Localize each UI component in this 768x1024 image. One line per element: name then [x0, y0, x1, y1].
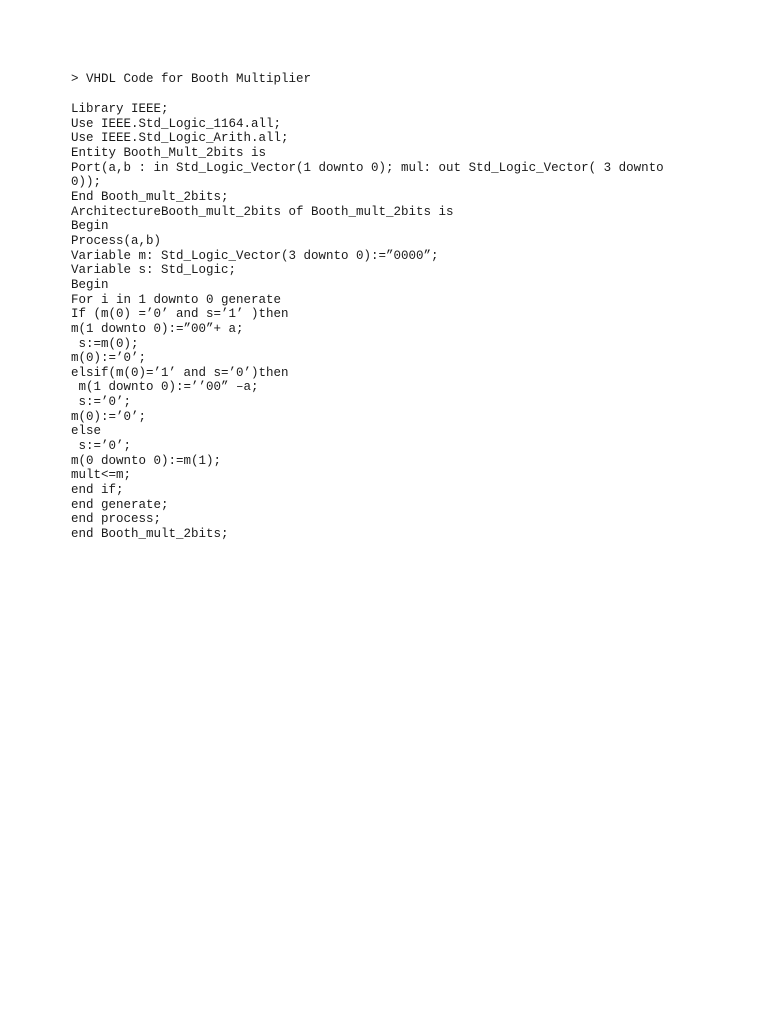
- code-line: mult<=m;: [71, 468, 132, 483]
- code-line: Use IEEE.Std_Logic_Arith.all;: [71, 131, 289, 146]
- code-listing: [71, 102, 711, 542]
- code-line: Begin: [71, 277, 109, 292]
- code-line: m(0 downto 0):=m(1);: [71, 453, 222, 468]
- code-line: Variable s: Std_Logic;: [71, 263, 237, 278]
- code-line: elsif(m(0)=’1’ and s=’0’)then: [71, 365, 289, 380]
- document-heading: > VHDL Code for Booth Multiplier: [71, 72, 312, 86]
- code-line: Library IEEE;: [71, 102, 169, 116]
- code-line: 0));: [71, 175, 102, 190]
- code-line: m(1 downto 0):=”00”+ a;: [71, 321, 244, 336]
- code-line: End Booth_mult_2bits;: [71, 189, 229, 204]
- code-line: end process;: [71, 512, 162, 527]
- code-line: m(0):=’0’;: [71, 351, 147, 366]
- code-line: Variable m: Std_Logic_Vector(3 downto 0):=”0000”;: [71, 248, 439, 263]
- code-line: m(0):=’0’;: [71, 409, 147, 424]
- code-line: s:=’0’;: [71, 439, 132, 454]
- code-line: s:=’0’;: [71, 395, 132, 410]
- code-line: else: [71, 424, 102, 439]
- code-line: Port(a,b : in Std_Logic_Vector(1 downto 0); mul: out Std_Logic_Vector( 3 downto: [71, 160, 664, 175]
- code-line: Begin: [71, 219, 109, 234]
- code-line: Process(a,b): [71, 233, 162, 248]
- code-line: ArchitectureBooth_mult_2bits of Booth_mult_2bits is: [71, 204, 454, 219]
- code-line: If (m(0) =’0’ and s=’1’ )then: [71, 307, 289, 322]
- code-line: end Booth_mult_2bits;: [71, 527, 229, 542]
- code-line: m(1 downto 0):=’’00” –a;: [71, 380, 259, 395]
- code-line: For i in 1 downto 0 generate: [71, 292, 282, 307]
- code-line: end if;: [71, 483, 124, 498]
- code-line: Entity Booth_Mult_2bits is: [71, 145, 267, 160]
- code-line: Use IEEE.Std_Logic_1164.all;: [71, 116, 282, 131]
- document-content: [71, 72, 711, 542]
- code-line: end generate;: [71, 497, 169, 512]
- code-line: s:=m(0);: [71, 336, 139, 351]
